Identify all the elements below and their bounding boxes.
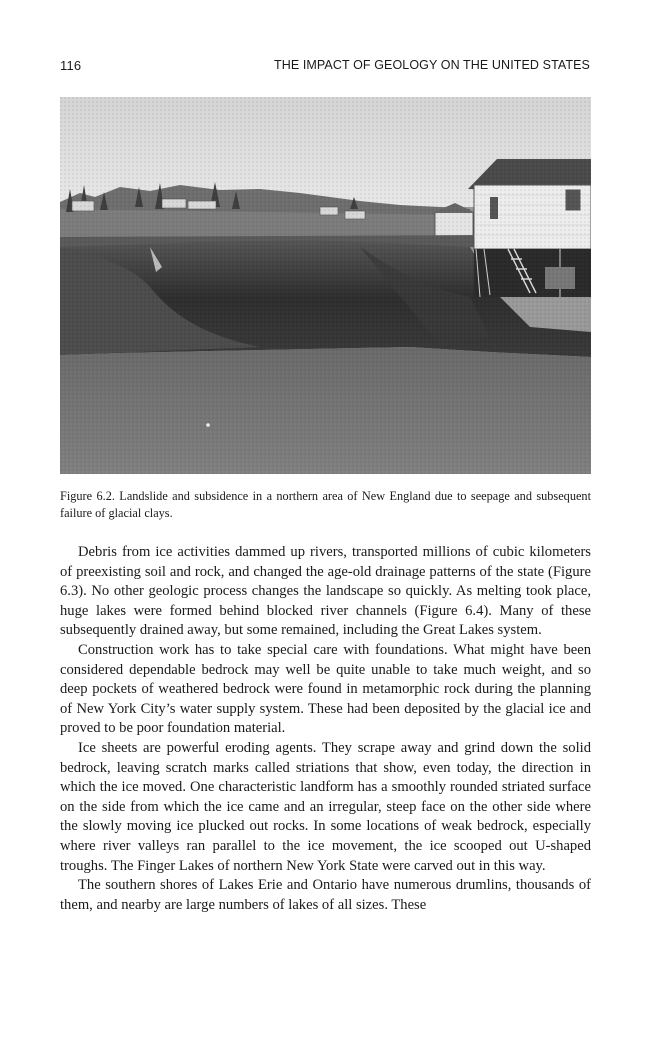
body-text [60,543,591,915]
landslide-photo [60,97,591,474]
body-paragraph-1: Debris from ice activities dammed up rivers, transported millions of cubic kilometers of preexisting soil and rock, and changed the age-old drainage patterns of the state (Figure 6.3). No other geologic process changes the landscape so quickly. As melting took place, huge lakes were formed behind blocked river channels (Figure 6.4). Many of these subsequently drained away, but some remained, including the Great Lakes system. [60,544,591,639]
running-head: THE IMPACT OF GEOLOGY ON THE UNITED STATES [273,58,590,72]
figure-caption: Figure 6.2. Landslide and subsidence in a northern area of New England due to seepage and subsequent failure of glacial clays. [60,489,591,520]
page-number: 116 [60,58,82,73]
body-paragraph-2: Construction work has to take special care with foundations. What might have been considered dependable bedrock may well be quite unable to take much weight, and so deep pockets of weathered bedrock were found in metamorphic rock during the planning of New York City’s water supply system. These had been deposited by the glacial ice and proved to be poor foundation material. [60,641,591,737]
body-paragraph-3: Ice sheets are powerful eroding agents. They scrape away and grind down the solid bedrock, leaving scratch marks called striations that show, even today, the direction in which the ice moved. One characteristic landform has a smoothly rounded striated surface on the side from which the ice came and an irregular, steep face on the other side where the slowly moving ice plucked out rocks. In some locations of weak bedrock, especially where river valleys ran parallel to the ice movement, the ice scooped out U-shaped troughs. The Finger Lakes of northern New York State were carved out in this way. [60,739,591,874]
body-paragraph-4: The southern shores of Lakes Erie and Ontario have numerous drumlins, thousands of them, and nearby are large numbers of lakes of all sizes. These [60,877,591,913]
